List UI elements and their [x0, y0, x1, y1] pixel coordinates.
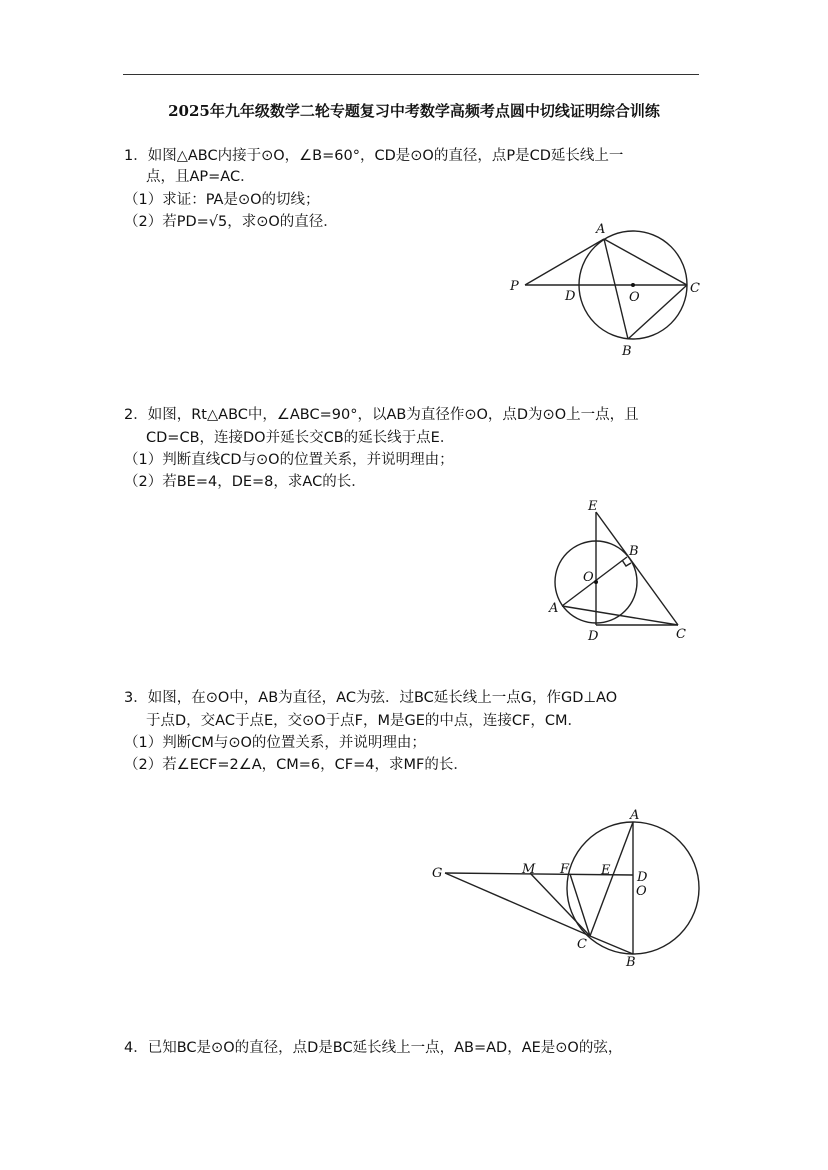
line-cb: [590, 936, 633, 954]
line-ac: [604, 239, 687, 285]
problem-4-line-1: 4．已知BC是⊙O的直径，点D是BC延长线上一点，AB=AD，AE是⊙O的弦，: [124, 1040, 623, 1056]
line-ec: [596, 512, 678, 625]
problem-3-number: 3．: [124, 690, 148, 706]
problem-1-figure: [500, 215, 720, 365]
problem-3-line-1: 3．如图，在⊙O中，AB为直径，AC为弦．过BC延长线上一点G，作GD⊥AO: [124, 690, 618, 706]
label-c: C: [676, 627, 686, 642]
label-a: A: [549, 601, 559, 616]
label-b: B: [622, 344, 632, 359]
line-gc: [445, 873, 590, 936]
label-d: D: [565, 289, 576, 304]
problem-2-figure: [540, 495, 700, 645]
label-d: D: [588, 629, 599, 644]
label-b: B: [629, 544, 639, 559]
label-o: O: [636, 884, 647, 899]
problem-1-number: 1．: [124, 148, 148, 164]
problem-3-figure: [420, 800, 710, 975]
problem-3-line-2: 于点D，交AC于点E，交⊙O于点F，M是GE的中点，连接CF，CM．: [146, 713, 583, 729]
right-angle-mark: [622, 560, 631, 566]
problem-1-line-1: 1．如图△ABC内接于⊙O，∠B=60°，CD是⊙O的直径，点P是CD延长线上一: [124, 148, 624, 164]
problem-2-part-2: （2）若BE=4，DE=8，求AC的长．: [124, 474, 366, 490]
center-dot: [631, 283, 635, 287]
problem-1-part-2: （2）若PD=√5，求⊙O的直径．: [124, 214, 338, 230]
line-ac: [562, 606, 678, 625]
center-dot: [594, 580, 598, 584]
label-g: G: [432, 866, 443, 881]
problem-3-part-2: （2）若∠ECF=2∠A，CM=6，CF=4，求MF的长．: [124, 757, 468, 773]
problem-2-line-1: 2．如图，Rt△ABC中，∠ABC=90°，以AB为直径作⊙O，点D为⊙O上一点，且: [124, 407, 639, 423]
label-e: E: [601, 863, 611, 878]
label-p: P: [510, 279, 519, 294]
label-m: M: [522, 862, 536, 877]
label-f: F: [560, 862, 570, 877]
line-pa: [525, 239, 604, 285]
problem-4-number: 4．: [124, 1040, 148, 1056]
label-c: C: [690, 281, 700, 296]
problem-1-part-1: （1）求证：PA是⊙O的切线；: [124, 192, 320, 208]
line-ca: [590, 822, 633, 936]
label-o: O: [583, 570, 594, 585]
label-o: O: [629, 290, 640, 305]
problem-2-line-2: CD=CB，连接DO并延长交CB的延长线于点E．: [146, 430, 455, 446]
line-cm: [530, 873, 590, 936]
line-ab: [604, 239, 628, 339]
label-e: E: [588, 499, 598, 514]
label-b: B: [626, 955, 636, 970]
label-d: D: [637, 870, 648, 885]
problem-1-line-2: 点，且AP=AC．: [146, 169, 255, 185]
page-title: 2025年九年级数学二轮专题复习中考数学高频考点圆中切线证明综合训练: [168, 102, 660, 120]
problem-2-number: 2．: [124, 407, 148, 423]
problem-3-part-1: （1）判断CM与⊙O的位置关系，并说明理由；: [124, 735, 426, 751]
label-a: A: [596, 222, 606, 237]
label-a: A: [630, 808, 640, 823]
problem-2-part-1: （1）判断直线CD与⊙O的位置关系，并说明理由；: [124, 452, 454, 468]
label-c: C: [577, 937, 587, 952]
header-rule: [123, 74, 699, 75]
